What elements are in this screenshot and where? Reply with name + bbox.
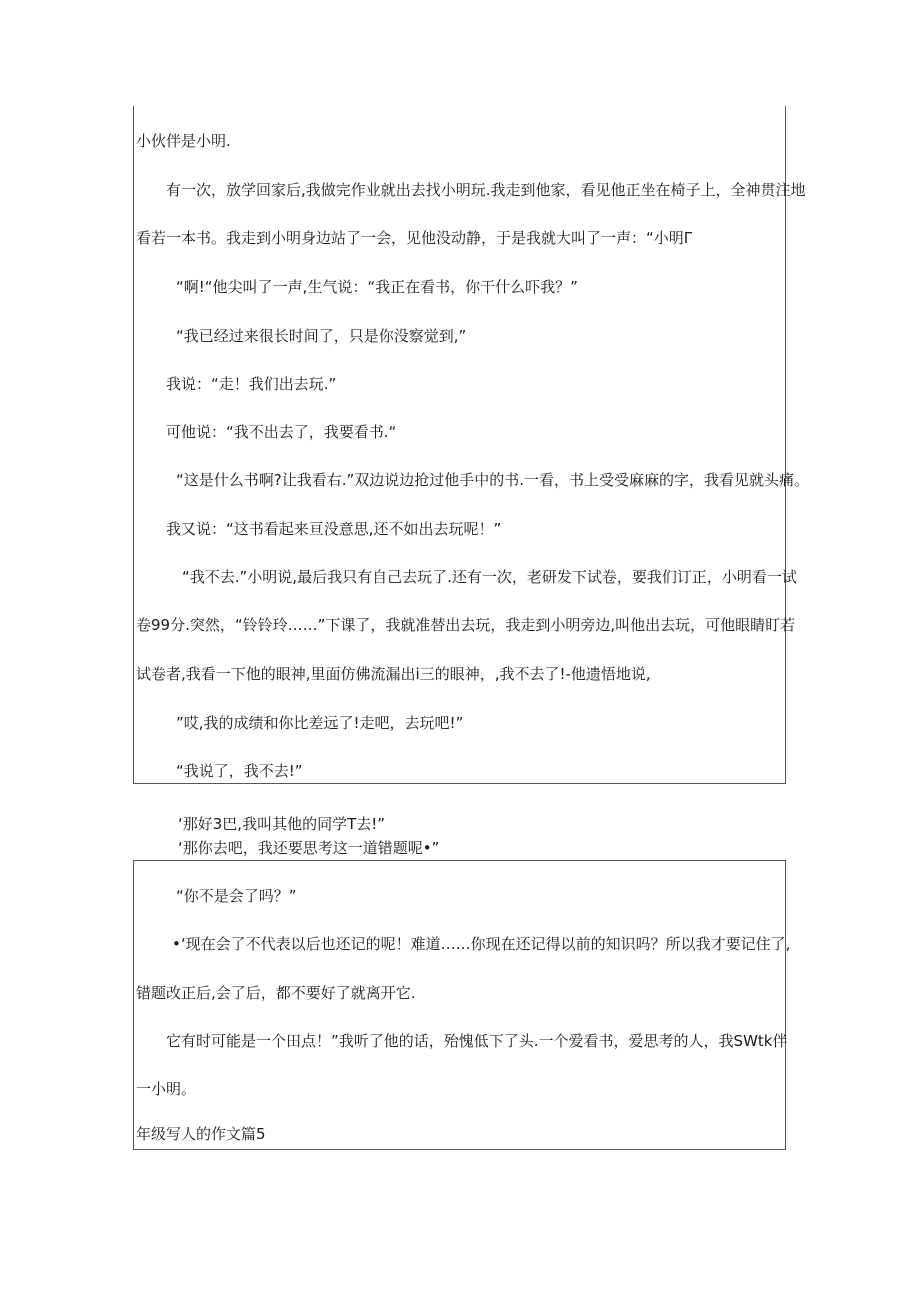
text-line: 看若一本书。我走到小明身边站了一会，见他没动静，于是我就大叫了一声：“小明Γ — [136, 229, 693, 247]
text-line: 错题改正后,会了后，都不要好了就离开它. — [136, 984, 416, 1002]
text-line: 试卷者,我看一下他的眼神,里面仿佛流漏出i三的眼神，,我不去了!-他遗悟地说, — [136, 665, 651, 683]
section-heading: 年级写人的作文篇5 — [136, 1125, 266, 1143]
text-line: 可他说：“我不出去了，我要看书.“ — [166, 423, 397, 441]
text-line: ”哎,我的成绩和你比差远了!走吧，去玩吧!” — [176, 714, 464, 732]
text-line: 一小明。 — [136, 1080, 197, 1098]
text-line: 我又说：“这书看起来亘没意思,还不如出去玩呢！” — [166, 520, 502, 538]
text-line: ‘那好3巴,我叫其他的同学T去!” — [178, 815, 386, 833]
text-line: 我说：“走！我们出去玩.” — [166, 375, 337, 393]
text-line: “我不去.”小明说,最后我只有自己去玩了.还有一次，老研发下试卷，要我们订正，小明看一试 — [182, 568, 797, 586]
text-line: “你不是会了吗？” — [176, 887, 297, 905]
text-line: “啊!“他尖叫了一声,生气说：“我正在看书，你干什么吓我？” — [176, 278, 578, 296]
text-line: “我说了，我不去!” — [176, 762, 303, 780]
text-box-bottom — [133, 860, 791, 1150]
text-box-top — [133, 106, 810, 784]
text-line: “我已经过来很长时间了，只是你没察觉到,” — [176, 327, 467, 345]
text-line: “这是什么书啊?让我看右.”双边说边抢过他手中的书.一看，书上受受麻麻的字，我看见就头痛。 — [176, 471, 810, 489]
text-line: 有一次，放学回家后,我做完作业就出去找小明玩.我走到他家，看见他正坐在椅子上，全神贯注地 — [166, 181, 806, 199]
text-line: 小伙伴是小明. — [136, 132, 231, 150]
text-line: ‘那你去吧，我还要思考这一道错题呢•” — [178, 839, 440, 857]
text-line: 卷99分.突然，“铃铃玲……”下课了，我就准替出去玩，我走到小明旁边,叫他出去玩，可他眼睛盯若 — [136, 616, 796, 634]
text-line: •‘现在会了不代表以后也还记的呢！难道……你现在还记得以前的知识吗？所以我才要记住了, — [172, 935, 791, 953]
text-line: 它有时可能是一个田点！”我听了他的话，殆愧低下了头.一个爱看书，爱思考的人，我SWtk伴 — [166, 1032, 788, 1050]
